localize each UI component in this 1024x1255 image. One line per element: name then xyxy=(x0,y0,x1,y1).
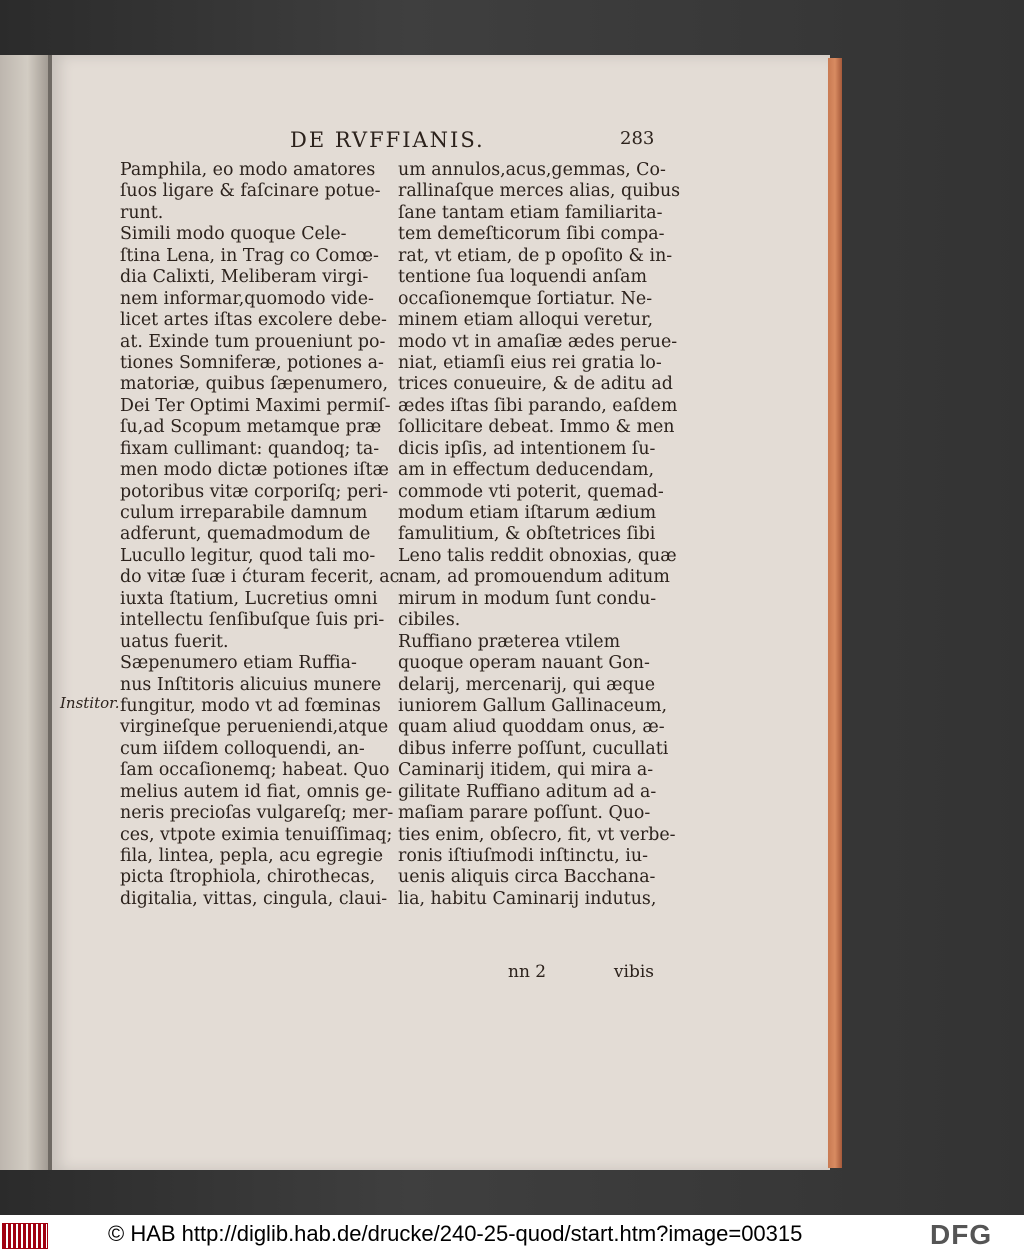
page-edge xyxy=(828,58,842,1168)
hab-logo-icon xyxy=(2,1223,48,1249)
text-line: ces, vtpote eximia tenuiſſimaq; xyxy=(120,824,393,845)
text-line: ties enim, obſecro, fit, vt verbe- xyxy=(398,824,676,845)
text-line: tem demeſticorum ſibi compa- xyxy=(398,224,665,245)
text-line: tiones Somniferæ, potiones a- xyxy=(120,352,384,373)
text-line: rat, vt etiam, de p opoſito & in- xyxy=(398,245,673,266)
text-line: runt. xyxy=(120,202,164,223)
text-line: Dei Ter Optimi Maximi permiſ- xyxy=(120,395,391,416)
text-line: melius autem id fiat, omnis ge- xyxy=(120,781,393,802)
text-line: Ruffiano præterea vtilem xyxy=(398,631,621,652)
text-line: modo vt in amaſiæ ædes perue- xyxy=(398,331,678,352)
text-line: quoque operam nauant Gon- xyxy=(398,653,650,674)
text-line: nus Inſtitoris alicuius munere xyxy=(120,674,382,695)
text-line: dicis ipſis, ad intentionem ſu- xyxy=(398,438,656,459)
text-line: Caminarij itidem, qui mira a- xyxy=(398,760,654,781)
text-line: virgineſque perueniendi,atque xyxy=(120,717,389,738)
text-line: nem informar,quomodo vide- xyxy=(120,288,374,309)
text-line: ſane tantam etiam familiarita- xyxy=(398,202,663,223)
text-line: iuxta ſtatium, Lucretius omni xyxy=(120,588,378,609)
text-line: neris precioſas vulgareſq; mer- xyxy=(120,803,394,824)
text-line: ſam occaſionemq; habeat. Quo xyxy=(120,760,390,781)
text-line: tentione ſua loquendi anſam xyxy=(398,267,647,288)
text-line: modum etiam iſtarum ædium xyxy=(398,503,657,523)
text-line: famulitium, & obſtetrices ſibi xyxy=(398,524,656,545)
text-line: trices conueuire, & de aditu ad xyxy=(398,374,673,395)
dfg-logo: DFG xyxy=(930,1219,993,1250)
text-line: um annulos,acus,gemmas, Co- xyxy=(398,160,666,180)
text-line: rallinaſque merces alias, quibus xyxy=(398,181,681,202)
text-line: do vitæ ſuæ i ćturam fecerit, ac xyxy=(120,567,400,588)
text-line: fixam cullimant: quandoq; ta- xyxy=(120,438,380,459)
text-line: cum iiſdem colloquendi, an- xyxy=(120,738,365,759)
text-line: fungitur, modo vt ad fœminas xyxy=(120,695,381,716)
text-line: uatus fuerit. xyxy=(120,631,229,652)
text-line: ſollicitare debeat. Immo & men xyxy=(398,417,675,438)
text-line: ronis iſtiuſmodi inſtinctu, iu- xyxy=(398,846,648,866)
marginal-note: Institor. xyxy=(60,694,120,712)
text-line: ſtina Lena, in Trag co Comœ- xyxy=(120,245,379,266)
text-line: commode vti poterit, quemad- xyxy=(398,481,664,502)
text-line: iuniorem Gallum Gallinaceum, xyxy=(398,695,667,716)
text-line: ædes iſtas ſibi parando, eaſdem xyxy=(398,395,678,416)
text-line: Pamphila, eo modo amatores xyxy=(120,160,376,180)
text-line: maſiam parare poſſunt. Quo- xyxy=(398,803,651,824)
text-line: licet artes iſtas excolere debe- xyxy=(120,310,387,331)
text-line: ſu,ad Scopum metamque præ xyxy=(120,417,382,438)
text-line: digitalia, vittas, cingula, claui- xyxy=(120,888,388,909)
text-line: intellectu ſenſibuſque ſuis pri- xyxy=(120,610,385,631)
catchword: vibis xyxy=(613,962,654,982)
text-line: niat, etiamſi eius rei gratia lo- xyxy=(398,352,662,373)
right-column xyxy=(398,160,681,910)
left-column xyxy=(120,160,400,910)
text-line: picta ſtrophiola, chirothecas, xyxy=(120,867,376,888)
text-line: minem etiam alloqui veretur, xyxy=(398,310,654,331)
previous-page-edge xyxy=(0,55,50,1170)
text-line: dia Calixti, Meliberam virgi- xyxy=(120,267,369,288)
catchword-line xyxy=(398,962,660,984)
text-line: am in effectum deducendam, xyxy=(398,460,655,481)
text-line: gilitate Ruffiano aditum ad a- xyxy=(398,781,657,802)
text-line: cibiles. xyxy=(398,610,461,631)
text-line: men modo dictæ potiones iſtæ xyxy=(120,460,389,481)
footer-credit: © HAB http://diglib.hab.de/drucke/240-25-quod/start.htm?image=00315 xyxy=(108,1221,803,1246)
text-line: fila, lintea, pepla, acu egregie xyxy=(120,846,384,866)
text-line: quam aliud quoddam onus, æ- xyxy=(398,717,665,738)
text-line: dibus inferre poſſunt, cucullati xyxy=(398,738,669,759)
text-line: Lucullo legitur, quod tali mo- xyxy=(120,545,376,566)
text-line: matoriæ, quibus ſæpenumero, xyxy=(120,374,388,395)
text-line: lia, habitu Caminarij indutus, xyxy=(398,888,657,909)
text-line: Simili modo quoque Cele- xyxy=(120,224,347,245)
text-line: uenis aliquis circa Bacchana- xyxy=(398,867,656,888)
text-line: occaſionemque ſortiatur. Ne- xyxy=(398,288,653,309)
running-head: DE RVFFIANIS. xyxy=(290,128,485,152)
text-line: potoribus vitæ corporiſq; peri- xyxy=(120,481,389,502)
text-line: mirum in modum ſunt condu- xyxy=(398,588,657,609)
text-line: nam, ad promouendum aditum xyxy=(398,567,670,588)
text-line: at. Exinde tum proueniunt po- xyxy=(120,331,386,352)
footer-bar xyxy=(0,1215,1024,1255)
text-line: ſuos ligare & faſcinare potue- xyxy=(120,181,381,202)
page-number: 283 xyxy=(620,128,655,149)
text-line: Leno talis reddit obnoxias, quæ xyxy=(398,545,677,566)
text-line: adferunt, quemadmodum de xyxy=(120,524,371,545)
text-line: Sæpenumero etiam Ruffia- xyxy=(120,653,357,674)
signature-mark: nn 2 xyxy=(508,962,547,982)
text-line: delarij, mercenarij, qui æque xyxy=(398,674,656,695)
text-line: culum irreparabile damnum xyxy=(120,503,368,523)
